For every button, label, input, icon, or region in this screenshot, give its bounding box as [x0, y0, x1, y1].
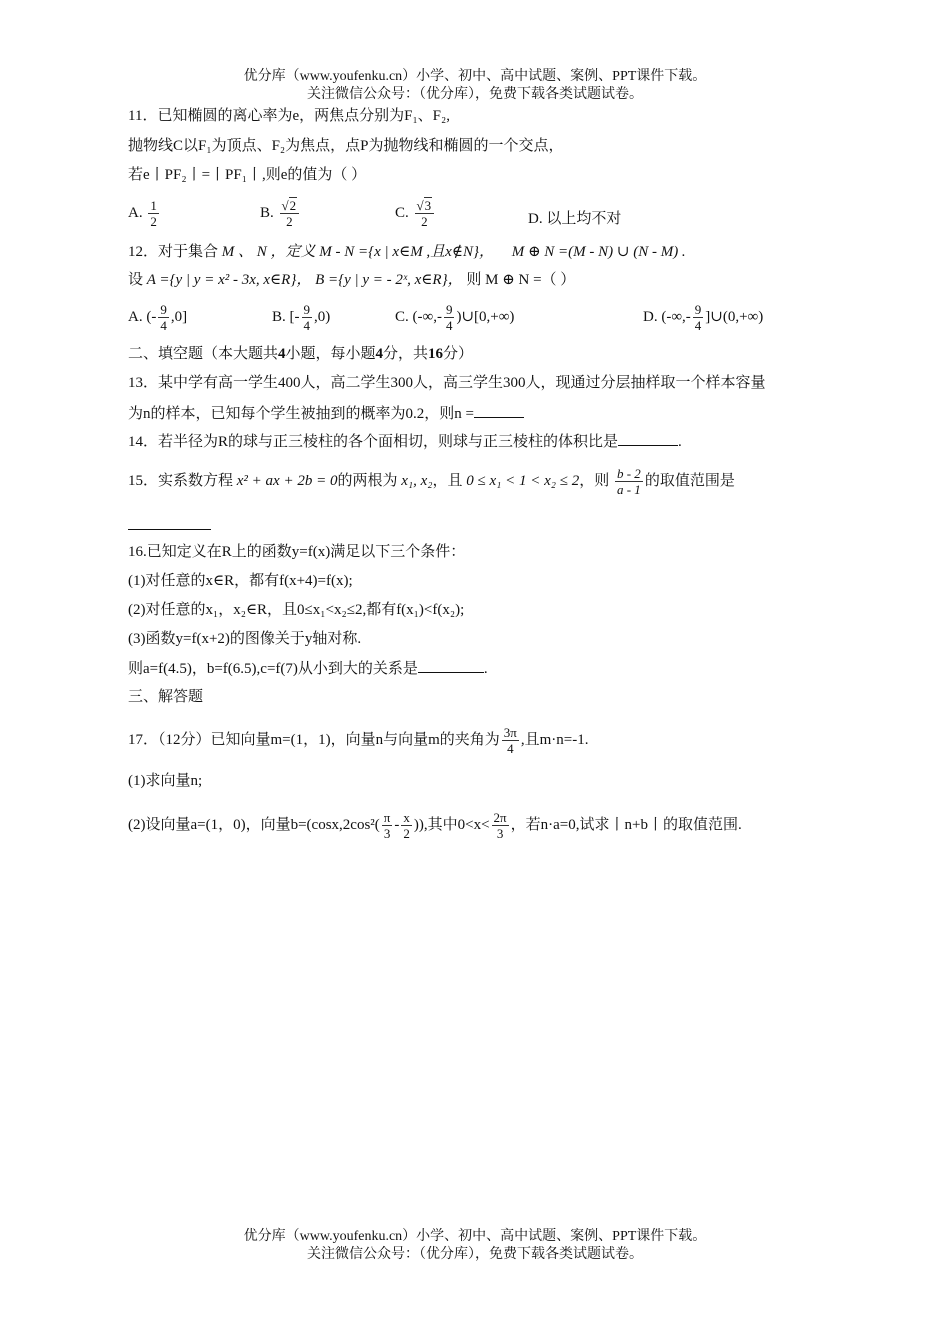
sqrt-symbol: √3 [416, 198, 432, 213]
q16-line-4: (3)函数y=f(x+2)的图像关于y轴对称. [128, 631, 362, 647]
q12-option-b: B. [- $\frac{9}{4}$ ,0) [272, 302, 331, 333]
page-footer [0, 1228, 950, 1264]
q15-line: 15．实系数方程 x² + ax + 2b = 0的两根为 x₁, x₂，且 0 ≤ x₁ < 1 < x₂ ≤ 2，则 $\frac{b - 2}{a - 1}$ 的取值范围是 [128, 466, 735, 497]
q16-line-2: (1)对任意的x∈R，都有f(x+4)=f(x); [128, 573, 353, 589]
q11-line-2: 抛物线C以F₁为顶点、F₂为焦点，点P为抛物线和椭圆的一个交点， [128, 138, 564, 154]
footer-line-2: 关注微信公众号：（优分库），免费下载各类试题试卷。 [307, 1247, 643, 1262]
header-line-1: 优分库（www.youfenku.cn）小学、初中、高中试题、案例、PPT课件下载。 [243, 69, 707, 84]
q17-line-1: 17．（12分）已知向量m=(1，1)，向量n与向量m的夹角为 $\frac{3\pi}{4}$ ,且m·n=-1. [128, 725, 589, 756]
section-fill-blank-title: 二、填空题（本大题共4小题，每小题4分，共16分） [128, 346, 474, 362]
answer-blank[interactable] [618, 431, 678, 446]
footer-line-1: 优分库（www.youfenku.cn）小学、初中、高中试题、案例、PPT课件下载。 [243, 1229, 707, 1244]
answer-blank[interactable] [128, 529, 211, 530]
q12-option-c: C. (-∞,- $\frac{9}{4}$ )∪[0,+∞) [395, 302, 515, 333]
q17-line-3: (2)设向量a=(1，0)，向量b=(cosx,2cos²( $\frac{\pi}{3}$ - $\frac{x}{2}$ )),其中0<x< $\frac{2\pi}{3}$ ，若n·a=0,试求丨n+b丨的取值范围. [128, 810, 742, 841]
q16-line-5: 则a=f(4.5)，b=f(6.5),c=f(7)从小到大的关系是 . [128, 658, 488, 679]
q16-line-3: (2)对任意的x₁，x₂∈R，且0≤x₁<x₂≤2,都有f(x₁)<f(x₂); [128, 602, 465, 618]
answer-blank[interactable] [474, 403, 524, 418]
q11-option-b: B. $\frac{√2}{2}$ [260, 198, 301, 229]
answer-blank[interactable] [418, 658, 484, 673]
q11-line-3: 若e丨PF₂丨=丨PF₁丨,则e的值为（ ） [128, 167, 367, 183]
q11-option-d: D. 以上均不对 [528, 211, 622, 227]
sqrt-symbol: √2 [281, 198, 297, 213]
q12-option-a: A. (- $\frac{9}{4}$ ,0] [128, 302, 188, 333]
q13-line-1: 13．某中学有高一学生400人，高二学生300人，高三学生300人，现通过分层抽样取一个样本容量 [128, 375, 766, 391]
header-line-2: 关注微信公众号：（优分库），免费下载各类试题试卷。 [307, 87, 643, 102]
q11-option-a: A. $\frac{1}{2}$ [128, 198, 157, 229]
q12-line-2: 设 A ={y | y = x² - 3x, x∈R}， B ={y | y = - 2ˣ, x∈R}， 则 M ⊕ N =（ ） [128, 272, 576, 288]
q11-line-1: 11．已知椭圆的离心率为e，两焦点分别为F₁、F₂, [128, 108, 450, 124]
q11-option-c: C. $\frac{√3}{2}$ [395, 198, 436, 229]
q16-line-1: 16.已知定义在R上的函数y=f(x)满足以下三个条件： [128, 544, 466, 560]
q14-line: 14．若半径为R的球与正三棱柱的各个面相切，则球与正三棱柱的体积比是 . [128, 431, 682, 452]
q13-line-2: 为n的样本，已知每个学生被抽到的概率为0.2，则n = [128, 403, 524, 424]
section-answer-title: 三、解答题 [128, 689, 204, 705]
q17-line-2: (1)求向量n; [128, 773, 203, 789]
page-header [0, 68, 950, 104]
q12-option-d: D. (-∞,- $\frac{9}{4}$ ]∪(0,+∞) [643, 302, 764, 333]
q12-line-1: 12．对于集合 M 、 N ，定义 M - N ={x | x∈M ,且x∉N}， M ⊕ N =(M - N) ∪ (N - M) . [128, 244, 686, 260]
